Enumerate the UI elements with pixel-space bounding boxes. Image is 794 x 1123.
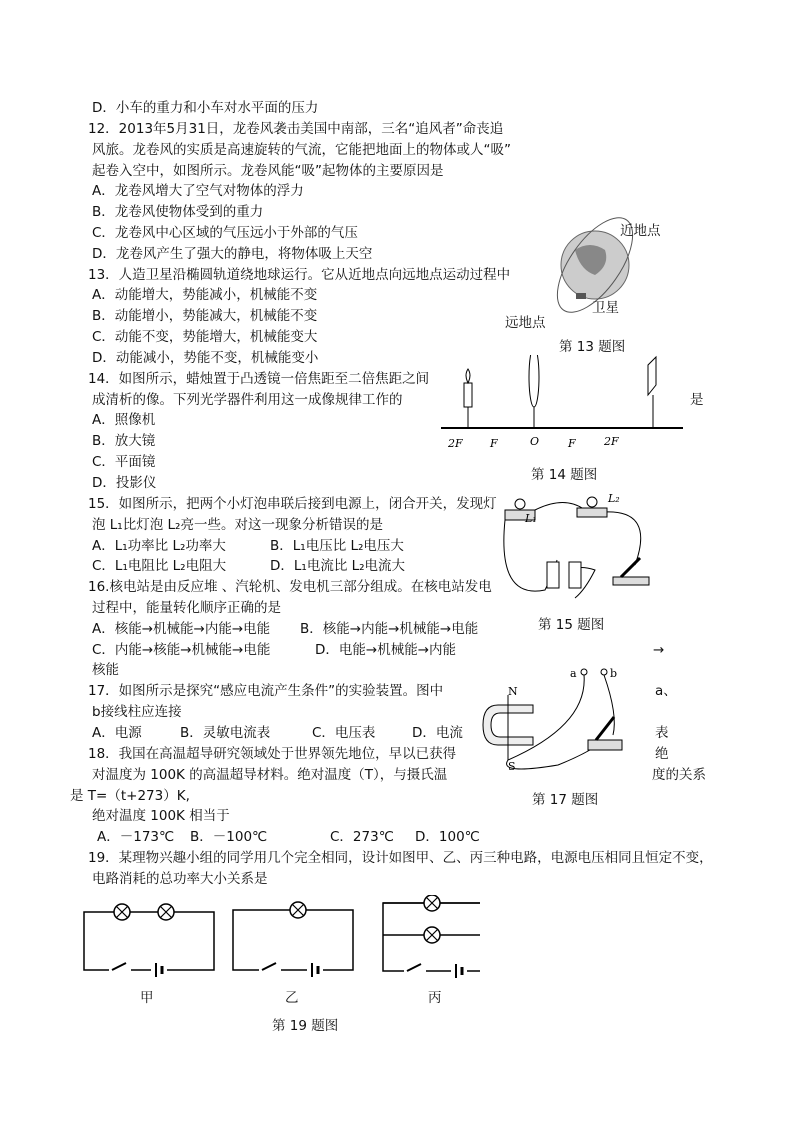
q18-option-c: C．273℃ (330, 829, 394, 845)
q18-stem-2b: 度的关系 (652, 767, 706, 783)
q14-stem-2b: 是 (690, 392, 704, 408)
q19-stem-2: 电路消耗的总功率大小关系是 (92, 871, 268, 887)
fig14-caption: 第 14 题图 (531, 467, 598, 483)
q15-stem: 15．如图所示，把两个小灯泡串联后接到电源上，闭合开关，发现灯 (88, 496, 497, 512)
tick-f-left: F (490, 437, 498, 450)
q12-stem-3: 起卷入空中，如图所示。龙卷风能“吸”起物体的主要原因是 (92, 163, 444, 179)
q14-option-a: A．照像机 (92, 412, 156, 428)
tick-f-right: F (568, 437, 576, 450)
q18-option-b: B．－100℃ (190, 829, 268, 845)
q13-stem: 13．人造卫星沿椭圆轨道绕地球运行。它从近地点向远地点运动过程中 (88, 267, 511, 283)
q17-option-b: B．灵敏电流表 (180, 725, 271, 741)
q19-circuits-figure (80, 895, 480, 985)
label-jia: 甲 (140, 990, 154, 1006)
q13-option-d: D．动能减小，势能不变，机械能变小 (92, 350, 319, 366)
q19-stem: 19．某理物兴趣小组的同学用几个完全相同，设计如图甲、乙、丙三种电路，电源电压相同且恒定不变， (88, 850, 713, 866)
q14-option-c: C．平面镜 (92, 454, 156, 470)
q11-option-d: D．小车的重力和小车对水平面的压力 (92, 100, 319, 116)
label-bing: 丙 (428, 990, 442, 1006)
q15-stem-2: 泡 L₁比灯泡 L₂亮一些。对这一现象分析错误的是 (92, 517, 383, 533)
q14-option-b: B．放大镜 (92, 433, 156, 449)
series-circuit-figure (495, 490, 665, 605)
q12-stem-2: 风旅。龙卷风的实质是高速旋转的气流，它能把地面上的物体或人“吸” (92, 142, 511, 158)
q18-stem: 18．我国在高温超导研究领域处于世界领先地位，早以已获得 (88, 746, 457, 762)
q18-stem-3: 是 T=（t+273）K, (70, 788, 190, 804)
fig17-caption: 第 17 题图 (532, 792, 599, 808)
q16-option-a: A．核能→机械能→内能→电能 (92, 621, 271, 637)
terminal-b-label: b (610, 667, 618, 680)
satellite-label: 卫星 (592, 300, 619, 316)
q16-option-d: D．电能→机械能→内能 (315, 642, 457, 658)
q16-option-b: B．核能→内能→机械能→电能 (300, 621, 479, 637)
q18-stem-4: 绝对温度 100K 相当于 (92, 808, 230, 824)
q17-option-c: C．电压表 (312, 725, 376, 741)
q17-option-a: A．电源 (92, 725, 142, 741)
q13-option-c: C．动能不变，势能增大，机械能变大 (92, 329, 318, 345)
q18-stem-b: 绝 (655, 746, 669, 762)
q16-option-d-cont: 核能 (92, 662, 119, 678)
q14-stem: 14．如图所示，蜡烛置于凸透镜一倍焦距至二倍焦距之间 (88, 371, 430, 387)
q12-option-a: A．龙卷风增大了空气对物体的浮力 (92, 183, 304, 199)
lens-figure (438, 355, 688, 450)
q17-stem-b: a、 (655, 683, 677, 699)
q15-option-a: A．L₁功率比 L₂功率大 (92, 538, 226, 554)
q14-option-d: D．投影仪 (92, 475, 157, 491)
q17-stem: 17．如图所示是探究“感应电流产生条件”的实验装置。图中 (88, 683, 444, 699)
q17-option-d: D．电流 (412, 725, 463, 741)
q13-option-a: A．动能增大，势能减小，机械能不变 (92, 287, 318, 303)
q15-option-d: D．L₁电流比 L₂电流大 (270, 558, 406, 574)
q12-option-c: C．龙卷风中心区域的气压远小于外部的气压 (92, 225, 358, 241)
q12-stem: 12．2013年5月31日，龙卷风袭击美国中南部，三名“追风者”命丧追 (88, 121, 504, 137)
tick-2f-left: 2F (448, 437, 463, 450)
q17-option-d-cont: 表 (655, 725, 669, 741)
fig13-caption: 第 13 题图 (559, 339, 626, 355)
near-point-label: 近地点 (620, 223, 661, 239)
q18-stem-2: 对温度为 100K 的高温超导材料。绝对温度（T），与摄氏温 (92, 767, 448, 783)
l2-label: L₂ (608, 492, 620, 505)
fig15-caption: 第 15 题图 (538, 617, 605, 633)
q17-stem-2: b接线柱应连接 (92, 704, 182, 720)
l1-label: L₁ (525, 512, 537, 525)
q16-option-d-arrow: → (653, 642, 665, 658)
tick-o: O (530, 435, 540, 448)
q14-stem-2: 成清析的像。下列光学器件利用这一成像规律工作的 (92, 392, 403, 408)
tick-2f-right: 2F (604, 435, 619, 448)
q15-option-c: C．L₁电阻比 L₂电阻大 (92, 558, 227, 574)
q16-stem: 16.核电站是由反应堆 、汽轮机、发电机三部分组成。在核电站发电 (88, 579, 492, 595)
terminal-a-label: a (570, 667, 577, 680)
s-pole-label: S (508, 760, 516, 773)
far-point-label: 远地点 (505, 315, 546, 331)
fig19-caption: 第 19 题图 (272, 1018, 339, 1034)
q18-option-d: D．100℃ (415, 829, 480, 845)
n-pole-label: N (508, 685, 518, 698)
q16-option-c: C．内能→核能→机械能→电能 (92, 642, 271, 658)
label-yi: 乙 (285, 990, 299, 1006)
q13-option-b: B．动能增小，势能减大，机械能不变 (92, 308, 318, 324)
q16-stem-2: 过程中，能量转化顺序正确的是 (92, 600, 281, 616)
q12-option-d: D．龙卷风产生了强大的静电，将物体吸上天空 (92, 246, 373, 262)
q12-option-b: B．龙卷风使物体受到的重力 (92, 204, 264, 220)
q15-option-b: B．L₁电压比 L₂电压大 (270, 538, 404, 554)
induction-figure (478, 665, 638, 785)
q18-option-a: A．－173℃ (97, 829, 175, 845)
